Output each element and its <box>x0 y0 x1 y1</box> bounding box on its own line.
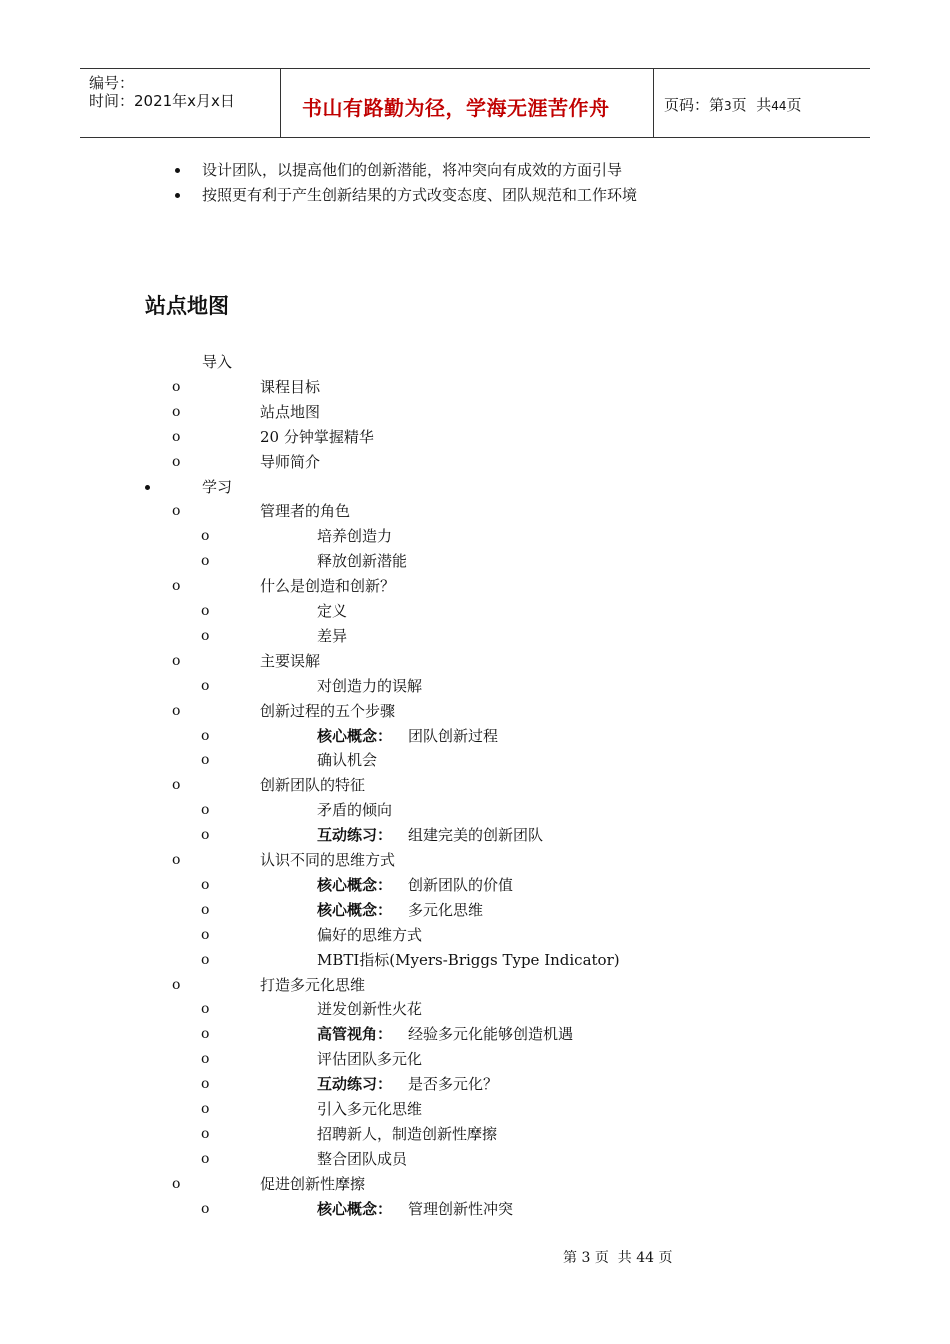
footer-mid: 页 共 <box>594 1250 632 1266</box>
outline-item-content: 评估团队多元化 <box>317 1050 423 1069</box>
outline-marker: o <box>201 926 210 943</box>
outline-item-label: 高管视角： <box>317 1025 393 1044</box>
outline-marker: o <box>201 951 210 968</box>
outline-item-text <box>260 377 320 397</box>
page-total: 44 <box>771 99 787 113</box>
outline-marker: o <box>172 453 181 470</box>
outline-item-content: 矛盾的倾向 <box>317 801 393 820</box>
footer-suffix: 页 <box>658 1250 673 1266</box>
outline-item-content: 释放创新潜能 <box>317 552 408 571</box>
number-label: 编号： <box>89 74 135 92</box>
outline-item-content: 引入多元化思维 <box>317 1100 423 1118</box>
outline-marker: o <box>201 1076 210 1093</box>
outline-item-text <box>260 452 320 472</box>
outline-marker: o <box>201 1101 210 1117</box>
outline-marker: o <box>201 876 210 893</box>
outline-marker: o <box>201 1200 210 1217</box>
outline-marker: o <box>201 1051 210 1068</box>
outline-item-label: 核心概念： <box>317 726 393 745</box>
header-middle-cell <box>281 69 654 137</box>
outline-item-label: 核心概念： <box>317 1199 393 1218</box>
outline-item-content: 主要误解 <box>260 651 321 670</box>
outline-item-text <box>260 427 374 447</box>
outline-item-content: 组建完美的创新团队 <box>408 826 544 845</box>
outline-marker: o <box>172 503 181 520</box>
outline-item-content: 偏好的思维方式 <box>317 925 423 944</box>
outline-item-label: 核心概念： <box>317 900 393 919</box>
page-current: 3 <box>724 99 732 113</box>
outline-item-content: 促进创新性摩擦 <box>260 1174 366 1193</box>
outline-marker: o <box>201 1001 210 1018</box>
page-header <box>80 68 870 138</box>
outline-item-content: 定义 <box>317 602 348 620</box>
outline-item-label: 互动练习： <box>317 826 393 845</box>
outline-marker: o <box>201 1026 210 1043</box>
outline-marker: o <box>172 702 181 719</box>
footer-current: 3 <box>581 1250 591 1266</box>
page-suffix: 页 <box>786 96 802 114</box>
outline-marker: o <box>172 976 181 993</box>
outline-item-text <box>317 1149 407 1169</box>
bullet-dot <box>175 193 180 198</box>
outline-item-text <box>317 676 422 696</box>
outline-marker: o <box>201 1125 210 1142</box>
outline-item-content: 多元化思维 <box>408 900 484 919</box>
header-right-cell <box>654 69 870 137</box>
outline-item-content: MBTI指标(Myers-Briggs Type Indicator) <box>317 950 620 969</box>
outline-item-content: 认识不同的思维方式 <box>260 851 396 869</box>
outline-item-content: 培养创造力 <box>317 527 393 546</box>
outline-marker: o <box>201 627 210 644</box>
outline-item-content: 学习 <box>202 477 233 496</box>
outline-item-text <box>260 576 395 596</box>
section-title: 站点地图 <box>145 294 229 318</box>
outline-marker: o <box>201 677 210 694</box>
outline-marker: o <box>172 852 181 868</box>
page-mid: 页 共 <box>731 96 772 114</box>
outline-item-text <box>317 551 407 571</box>
outline-item-text <box>317 999 422 1019</box>
outline-marker: o <box>201 603 210 619</box>
outline-item-content: 站点地图 <box>260 402 321 421</box>
outline-item-content: 导入 <box>202 353 233 371</box>
outline-item-text <box>260 975 365 995</box>
outline-marker: o <box>172 1175 181 1192</box>
outline-item-content: 课程目标 <box>260 377 321 396</box>
outline-item-content: 对创造力的误解 <box>317 676 423 695</box>
outline-marker: o <box>172 578 181 595</box>
outline-item-content: 团队创新过程 <box>408 726 499 745</box>
outline-item-text <box>317 726 498 746</box>
outline-item-text <box>317 626 347 646</box>
outline-item-text <box>317 526 392 546</box>
page-prefix: 页码：第 <box>664 96 725 114</box>
outline-item-label: 互动练习： <box>317 1075 393 1094</box>
outline-item-text <box>317 900 483 920</box>
outline-item-text <box>202 477 232 497</box>
page-footer <box>563 1247 672 1267</box>
footer-total: 44 <box>636 1250 655 1266</box>
outline-item-text <box>317 1074 498 1094</box>
outline-item-text <box>260 850 395 870</box>
header-motto: 书山有路勤为径，学海无涯苦作舟 <box>302 96 610 120</box>
outline-item-text <box>260 651 320 671</box>
outline-item-text <box>202 352 232 372</box>
outline-item-content: 管理创新性冲突 <box>408 1199 514 1218</box>
outline-item-content: 20 分钟掌握精华 <box>260 427 374 446</box>
outline-item-text <box>317 925 422 945</box>
outline-item-text <box>317 1024 573 1044</box>
outline-item-text <box>317 1049 422 1069</box>
outline-item-content: 迸发创新性火花 <box>317 1000 423 1019</box>
outline-item-content: 确认机会 <box>317 751 378 770</box>
outline-item-text <box>317 875 513 895</box>
outline-item-text <box>317 601 347 621</box>
outline-item-content: 创新过程的五个步骤 <box>260 701 396 720</box>
outline-item-text <box>317 825 543 845</box>
header-page-indicator <box>664 94 802 115</box>
outline-item-content: 导师简介 <box>260 452 321 471</box>
header-left-cell <box>80 69 281 137</box>
outline-item-content: 打造多元化思维 <box>260 975 366 994</box>
outline-marker: o <box>201 827 210 844</box>
outline-item-text <box>317 950 620 970</box>
outline-marker: o <box>201 528 210 545</box>
outline-item-content: 整合团队成员 <box>317 1149 408 1168</box>
outline-item-text <box>260 501 350 521</box>
outline-item-content: 招聘新人，制造创新性摩擦 <box>317 1124 498 1143</box>
outline-marker: o <box>201 1150 210 1167</box>
outline-marker: o <box>172 428 181 445</box>
bullet-dot <box>175 168 180 173</box>
outline-marker: o <box>172 403 181 420</box>
outline-marker: o <box>172 378 181 395</box>
outline-marker: o <box>201 752 210 769</box>
outline-item-content: 创新团队的价值 <box>408 875 514 894</box>
outline-item-content: 差异 <box>317 626 348 645</box>
time-label: 时间：2021年x月x日 <box>89 92 235 110</box>
outline-item-text <box>317 750 377 770</box>
outline-item-text <box>317 800 392 820</box>
outline-marker: o <box>172 777 181 794</box>
outline-item-text <box>260 701 395 721</box>
outline-marker: o <box>201 802 210 819</box>
footer-prefix: 第 <box>563 1250 577 1266</box>
intro-bullet-2: 按照更有利于产生创新结果的方式改变态度、团队规范和工作环境 <box>202 186 638 204</box>
outline-item-label: 核心概念： <box>317 875 393 894</box>
outline-item-content: 什么是创造和创新？ <box>260 577 396 596</box>
outline-item-text <box>317 1199 513 1219</box>
outline-item-text <box>317 1124 497 1144</box>
outline-item-content: 是否多元化？ <box>408 1075 499 1094</box>
outline-marker: o <box>201 553 210 570</box>
outline-item-content: 经验多元化能够创造机遇 <box>408 1025 574 1044</box>
bullet-dot <box>145 485 150 490</box>
outline-item-content: 创新团队的特征 <box>260 776 366 795</box>
outline-marker: o <box>201 901 210 918</box>
outline-marker: o <box>172 652 181 669</box>
outline-item-text <box>260 402 320 422</box>
intro-bullet-1: 设计团队，以提高他们的创新潜能，将冲突向有成效的方面引导 <box>202 161 623 179</box>
outline-item-content: 管理者的角色 <box>260 502 351 521</box>
outline-item-text <box>260 775 365 795</box>
outline-item-text <box>260 1174 365 1194</box>
outline-marker: o <box>201 727 210 744</box>
outline-item-text <box>317 1099 422 1119</box>
